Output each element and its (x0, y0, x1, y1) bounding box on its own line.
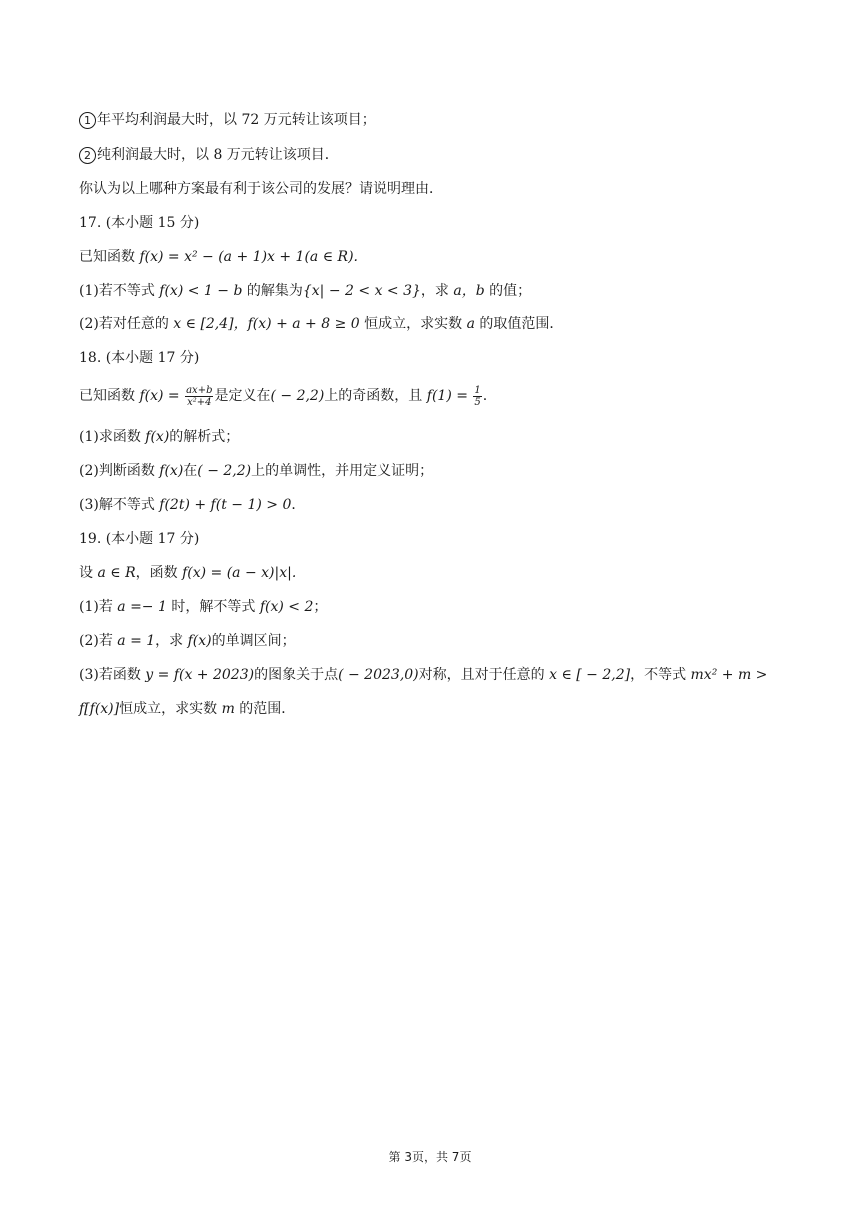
q17-stem-text: 已知函数 (79, 249, 140, 265)
q18-2-interval: ( − 2,2) (197, 463, 252, 479)
q19-heading: 19. (本小题 17 分) (79, 531, 200, 547)
q18-3-text-a: (3)解不等式 (79, 497, 160, 513)
q19-2-text-a: (2)若 (79, 633, 118, 649)
q19-3-var: m (221, 701, 235, 717)
q19-3-interval: x ∈ [ − 2,2] (549, 667, 631, 683)
q19-2-text-c: 的单调区间； (211, 633, 296, 649)
q17-2-expr: x ∈ [2,4]，f(x) + a + 8 ≥ 0 (173, 316, 360, 332)
q17-1-text-d: 的值； (484, 283, 532, 299)
q18-2-fx: f(x) (159, 463, 184, 479)
q17-2-text-c: 的取值范围． (474, 316, 564, 332)
q17-1-text-b: 的解集为 (242, 283, 303, 299)
q19-3-point: ( − 2023,0) (338, 667, 419, 683)
q18-fraction-2-numerator: 1 (474, 384, 481, 396)
q19-1-text-a: (1)若 (79, 599, 118, 615)
q18-stem-text-b: 是定义在 (214, 388, 271, 404)
q18-stem-period: . (482, 388, 488, 404)
q18-part-1 (79, 427, 790, 447)
q19-2-a-value: a = 1 (117, 633, 156, 649)
q19-2-text-b: ，求 (155, 633, 188, 649)
q19-domain: a ∈ R (97, 565, 136, 581)
q17-part-2 (79, 314, 790, 334)
q18-fraction (185, 385, 213, 408)
q19-part-3 (79, 665, 790, 685)
q18-fraction-2-denominator: 5 (474, 396, 481, 408)
q19-3-text-f: 的范围． (234, 701, 296, 717)
q18-1-fx: f(x) (145, 429, 170, 445)
q17-stem (79, 247, 790, 267)
q17-1-text-c: ，求 (420, 283, 454, 299)
q19-stem (79, 563, 790, 583)
circled-number-1: 1 (79, 112, 96, 129)
q17-1-expr-a: f(x) < 1 − b (159, 283, 243, 299)
q19-stem-text-a: 设 (79, 565, 98, 581)
q18-heading: 18. (本小题 17 分) (79, 350, 200, 366)
q19-function-expr: f(x) = (a − x)|x|. (182, 565, 297, 581)
circled-number-2: 2 (79, 147, 96, 164)
q18-f1: f(1) = (426, 388, 473, 404)
q19-2-fx: f(x) (187, 633, 212, 649)
q19-1-text-b: 时，解不等式 (166, 599, 260, 615)
q19-1-inequality: f(x) < 2 (259, 599, 314, 615)
q19-part-3-continued (79, 699, 790, 719)
option-2-text: 纯利润最大时，以 8 万元转让该项目． (97, 147, 339, 163)
q19-1-text-c: ； (313, 599, 328, 615)
q17-1-text-a: (1)若不等式 (79, 283, 160, 299)
q19-3-text-b: 的图象关于点 (254, 667, 339, 683)
q18-stem (79, 384, 790, 408)
question-line: 你认为以上哪种方案最有利于该公司的发展？请说明理由． (79, 181, 443, 197)
q19-3-inequality-right: f[f(x)] (79, 701, 120, 717)
q17-2-var: a (466, 316, 475, 332)
q18-fx: f(x) = (139, 388, 185, 404)
q18-3-inequality: f(2t) + f(t − 1) > 0 (159, 497, 292, 513)
q18-part-2 (79, 461, 790, 481)
q17-part-1 (79, 281, 790, 301)
q18-3-period: ． (291, 497, 306, 513)
q19-3-text-e: 恒成立，求实数 (119, 701, 222, 717)
option-2-line (79, 145, 790, 165)
q19-3-function: y = f(x + 2023) (145, 667, 255, 683)
q19-stem-text-b: ，函数 (135, 565, 183, 581)
q18-fraction-2 (473, 385, 481, 408)
q19-3-text-c: 对称，且对于任意的 (418, 667, 550, 683)
page-number-footer: 第 3页，共 7页 (388, 1150, 472, 1164)
q18-interval: ( − 2,2) (270, 388, 325, 404)
q19-3-inequality-left: mx² + m > (690, 667, 768, 683)
q18-part-3 (79, 495, 790, 515)
q19-3-text-a: (3)若函数 (79, 667, 146, 683)
q18-fraction-numerator: ax+b (186, 384, 213, 396)
q18-2-text-c: 上的单调性，并用定义证明； (251, 463, 434, 479)
q18-stem-text-a: 已知函数 (79, 388, 140, 404)
q17-function-expr: f(x) = x² − (a + 1)x + 1(a ∈ R). (139, 249, 358, 265)
q18-2-text-b: 在 (183, 463, 198, 479)
q17-1-vars: a，b (453, 283, 485, 299)
q17-2-text-b: 恒成立，求实数 (359, 316, 467, 332)
q19-1-a-value: a =− 1 (117, 599, 167, 615)
option-1-line (79, 110, 790, 130)
q19-3-text-d: ，不等式 (630, 667, 691, 683)
q18-1-text-a: (1)求函数 (79, 429, 146, 445)
q17-heading: 17. (本小题 15 分) (79, 215, 200, 231)
q19-part-1 (79, 597, 790, 617)
q18-2-text-a: (2)判断函数 (79, 463, 160, 479)
q17-2-text-a: (2)若对任意的 (79, 316, 174, 332)
q18-fraction-denominator: x²+4 (187, 396, 212, 408)
q18-stem-text-c: 上的奇函数，且 (324, 388, 427, 404)
q18-1-text-b: 的解析式； (169, 429, 240, 445)
q17-1-solution-set: {x| − 2 < x < 3} (302, 283, 421, 299)
option-1-text: 年平均利润最大时，以 72 万元转让该项目； (97, 112, 376, 128)
q19-part-2 (79, 631, 790, 651)
